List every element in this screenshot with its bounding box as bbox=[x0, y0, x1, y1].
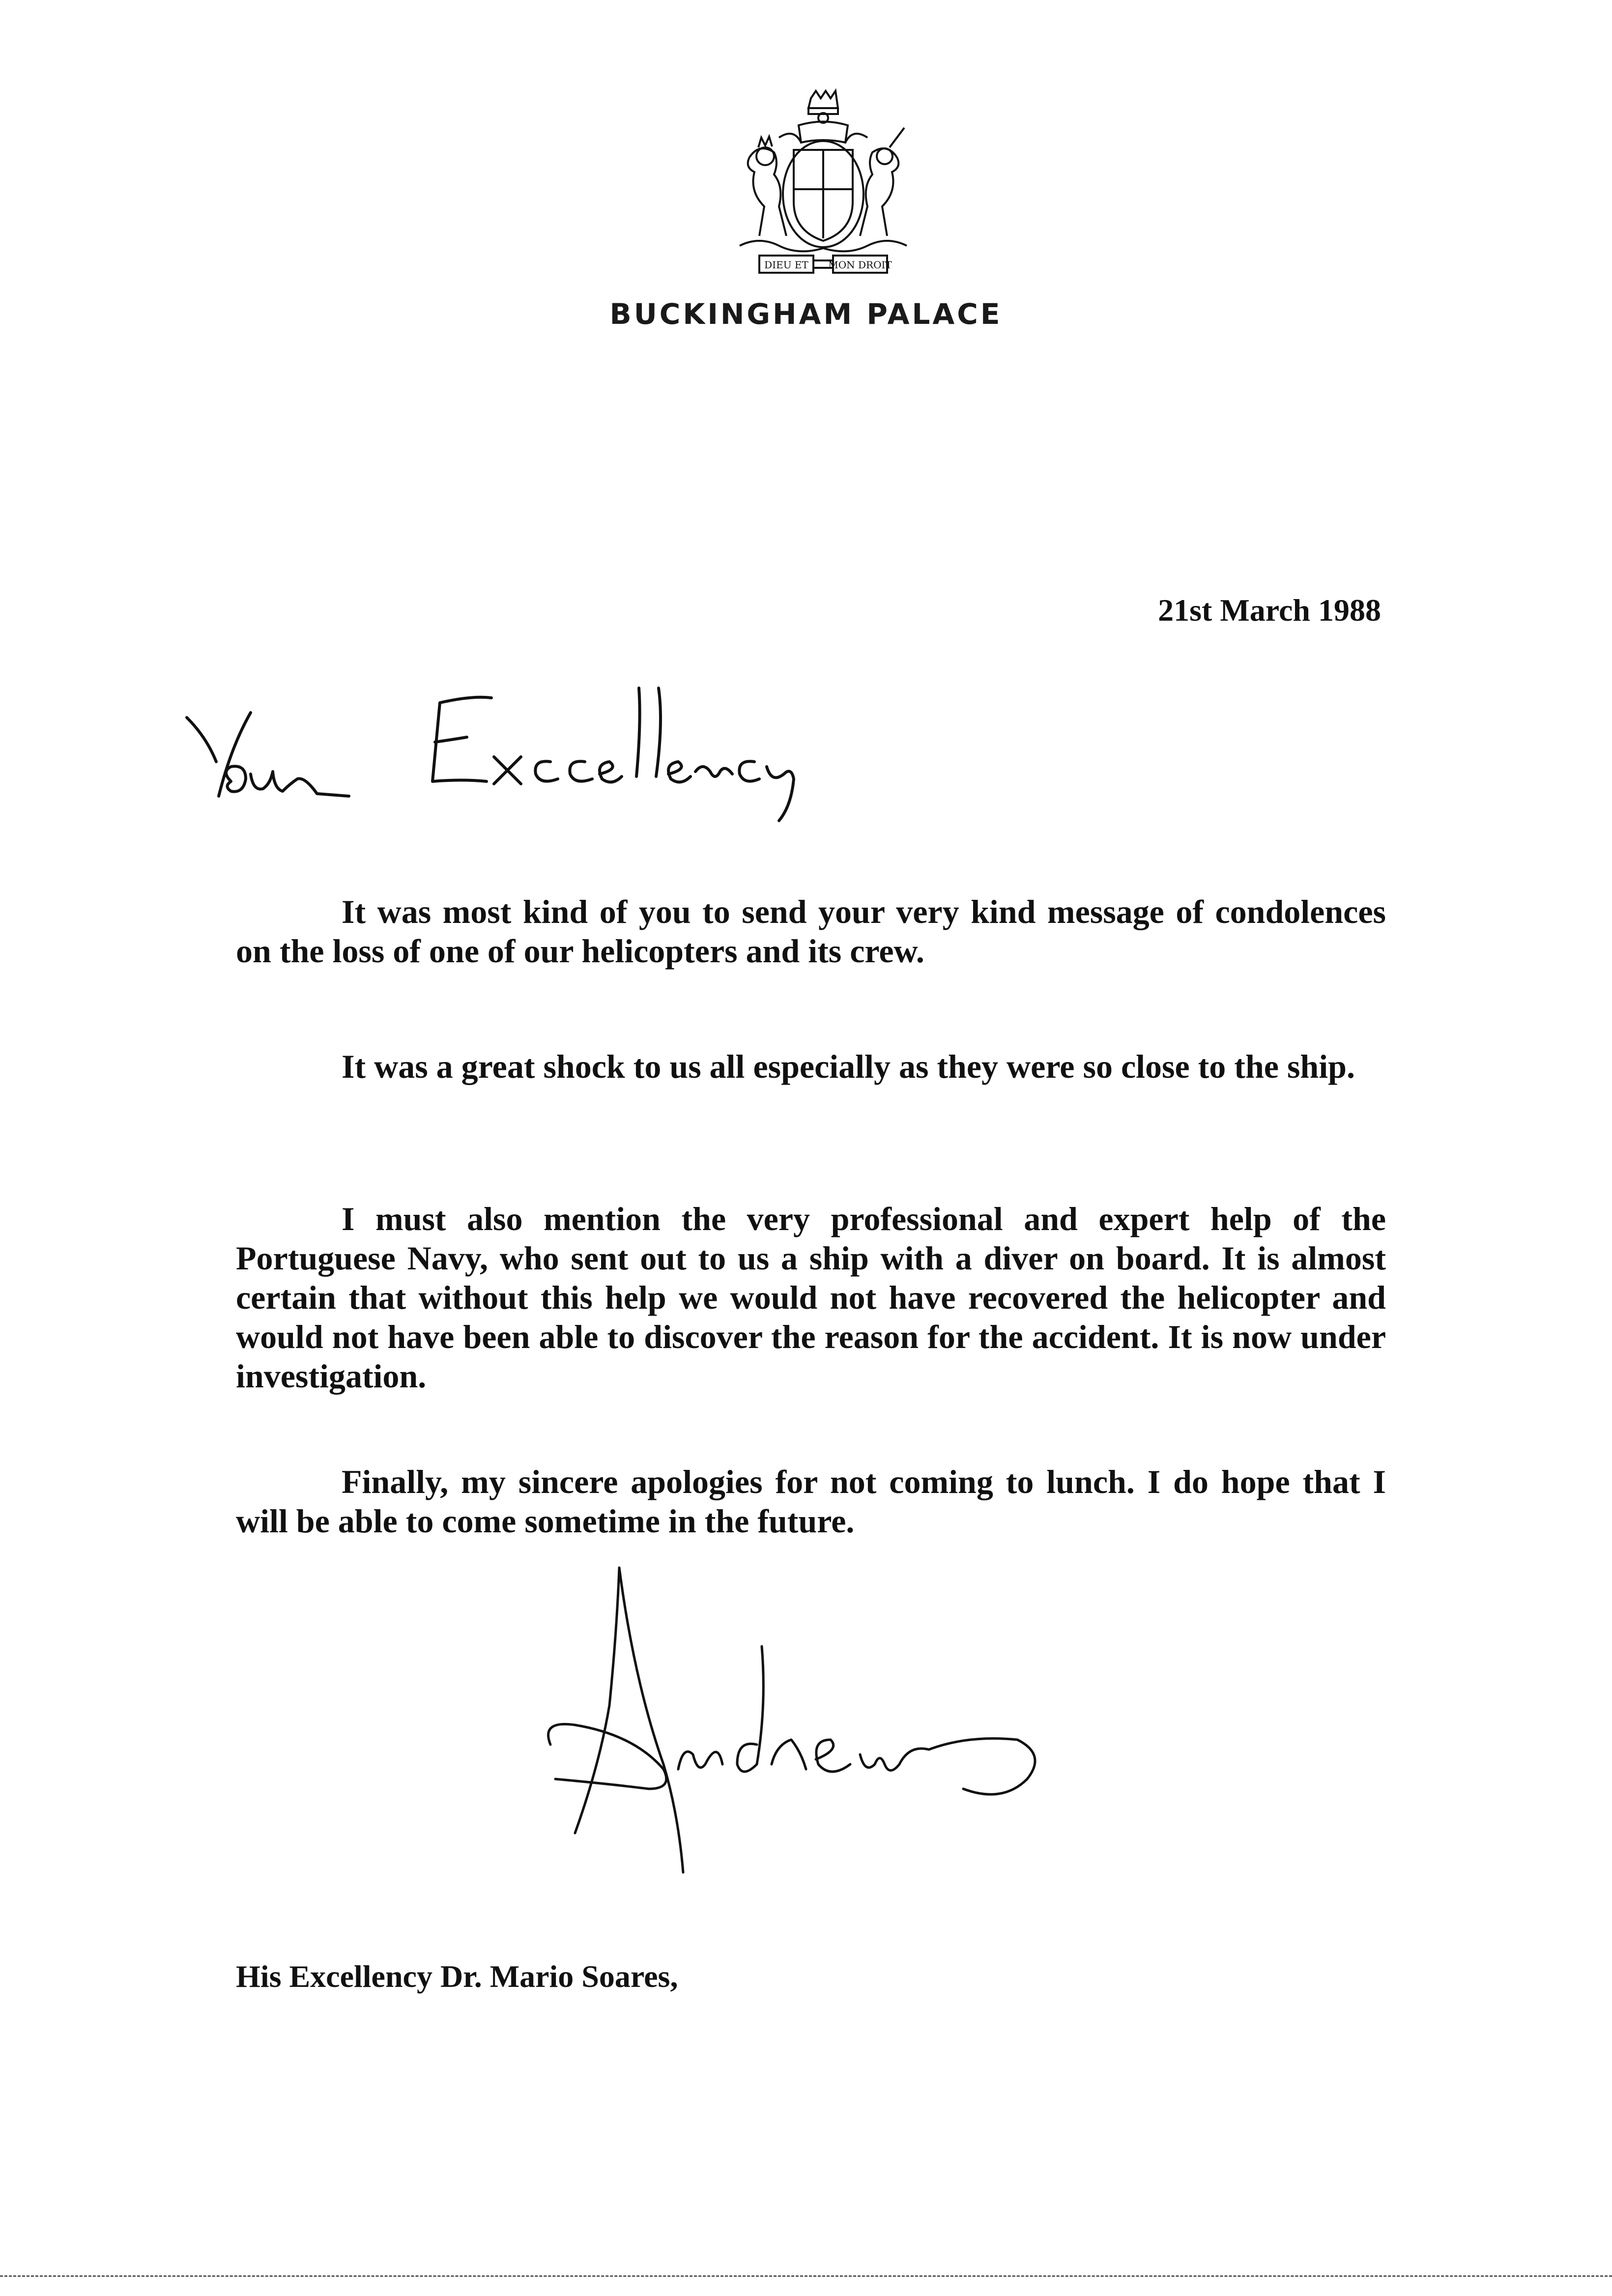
svg-text:DIEU ET: DIEU ET bbox=[764, 259, 808, 271]
paragraph-condolences: It was most kind of you to send your very kind message of condolences on the loss of one of our helicopters and its crew. bbox=[236, 893, 1386, 970]
handwritten-signature bbox=[536, 1558, 1052, 1877]
page-edge-rule bbox=[0, 2275, 1612, 2277]
handwritten-salutation bbox=[177, 673, 865, 850]
letterhead-address: BUCKINGHAM PALACE bbox=[609, 297, 1003, 331]
paragraph-portuguese-navy: I must also mention the very professional and expert help of the Portuguese Navy, who sent out to us a ship with a diver on board. It is almost certain that without this help we would not have recovered the helicopter and would not have been able to discover the reason for the accident. It is now under investigation. bbox=[236, 1200, 1386, 1395]
svg-text:MON DROIT: MON DROIT bbox=[828, 259, 892, 271]
paragraph-shock: It was a great shock to us all especially as they were so close to the ship. bbox=[342, 1048, 1355, 1085]
letter-date: 21st March 1988 bbox=[1158, 593, 1381, 628]
paragraph-apologies: Finally, my sincere apologies for not coming to lunch. I do hope that I will be able to come sometime in the future. bbox=[236, 1463, 1386, 1540]
addressee-line: His Excellency Dr. Mario Soares, bbox=[236, 1959, 678, 1994]
royal-coat-of-arms-icon bbox=[720, 88, 926, 285]
